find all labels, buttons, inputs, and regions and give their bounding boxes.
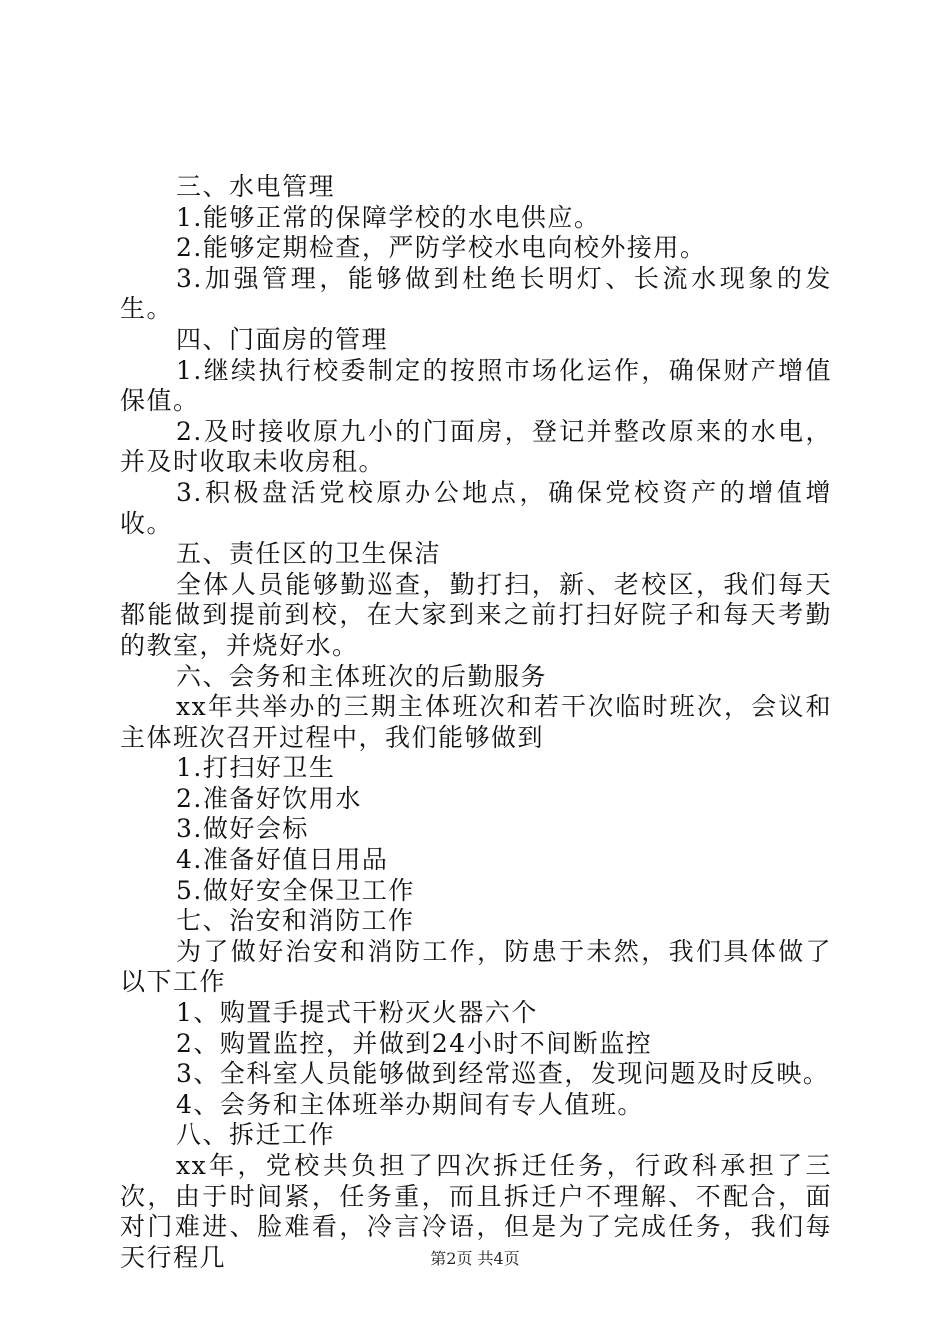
list-item: 3、全科室人员能够做到经常巡查，发现问题及时反映。 (176, 1059, 830, 1089)
list-item: 4.准备好值日用品 (176, 845, 389, 875)
heading-5: 五、责任区的卫生保洁 (176, 539, 442, 569)
paragraph: 为了做好治安和消防工作，防患于未然，我们具体做了以下工作 (120, 936, 832, 997)
list-item: 2.能够定期检查，严防学校水电向校外接用。 (176, 233, 707, 263)
list-item: 4、会务和主体班举办期间有专人值班。 (176, 1089, 644, 1119)
list-item: 2、购置监控，并做到24小时不间断监控 (176, 1028, 653, 1058)
list-item: 3.做好会标 (176, 814, 309, 844)
list-item: 3.加强管理，能够做到杜绝长明灯、长流水现象的发生。 (120, 263, 832, 324)
heading-4: 四、门面房的管理 (176, 324, 389, 354)
heading-7: 七、治安和消防工作 (176, 906, 415, 936)
heading-8: 八、拆迁工作 (176, 1120, 336, 1150)
list-item: 5.做好安全保卫工作 (176, 875, 415, 905)
list-item: 2.及时接收原九小的门面房，登记并整改原来的水电，并及时收取未收房租。 (120, 416, 832, 477)
list-item: 2.准备好饮用水 (176, 783, 362, 813)
list-item: 1.能够正常的保障学校的水电供应。 (176, 202, 601, 232)
list-item: 1.继续执行校委制定的按照市场化运作，确保财产增值保值。 (120, 355, 832, 416)
list-item: 1.打扫好卫生 (176, 753, 336, 783)
body-text (120, 172, 832, 1273)
list-item: 3.积极盘活党校原办公地点，确保党校资产的增值增收。 (120, 477, 832, 538)
heading-3: 三、水电管理 (176, 172, 336, 201)
paragraph: xx年，党校共负担了四次拆迁任务，行政科承担了三次，由于时间紧，任务重，而且拆迁户不理解、不配合，面对门难进、脸难看，冷言冷语，但是为了完成任务，我们每天行程几 (120, 1151, 832, 1272)
paragraph: xx年共举办的三期主体班次和若干次临时班次，会议和主体班次召开过程中，我们能够做到 (120, 692, 832, 752)
heading-6: 六、会务和主体班次的后勤服务 (176, 661, 548, 691)
paragraph: 全体人员能够勤巡查，勤打扫，新、老校区，我们每天都能做到提前到校，在大家到来之前打扫好院子和每天考勤的教室，并烧好水。 (120, 569, 832, 660)
list-item: 1、购置手提式干粉灭火器六个 (176, 998, 538, 1028)
page-footer: 第2页 共4页 (430, 1249, 520, 1268)
